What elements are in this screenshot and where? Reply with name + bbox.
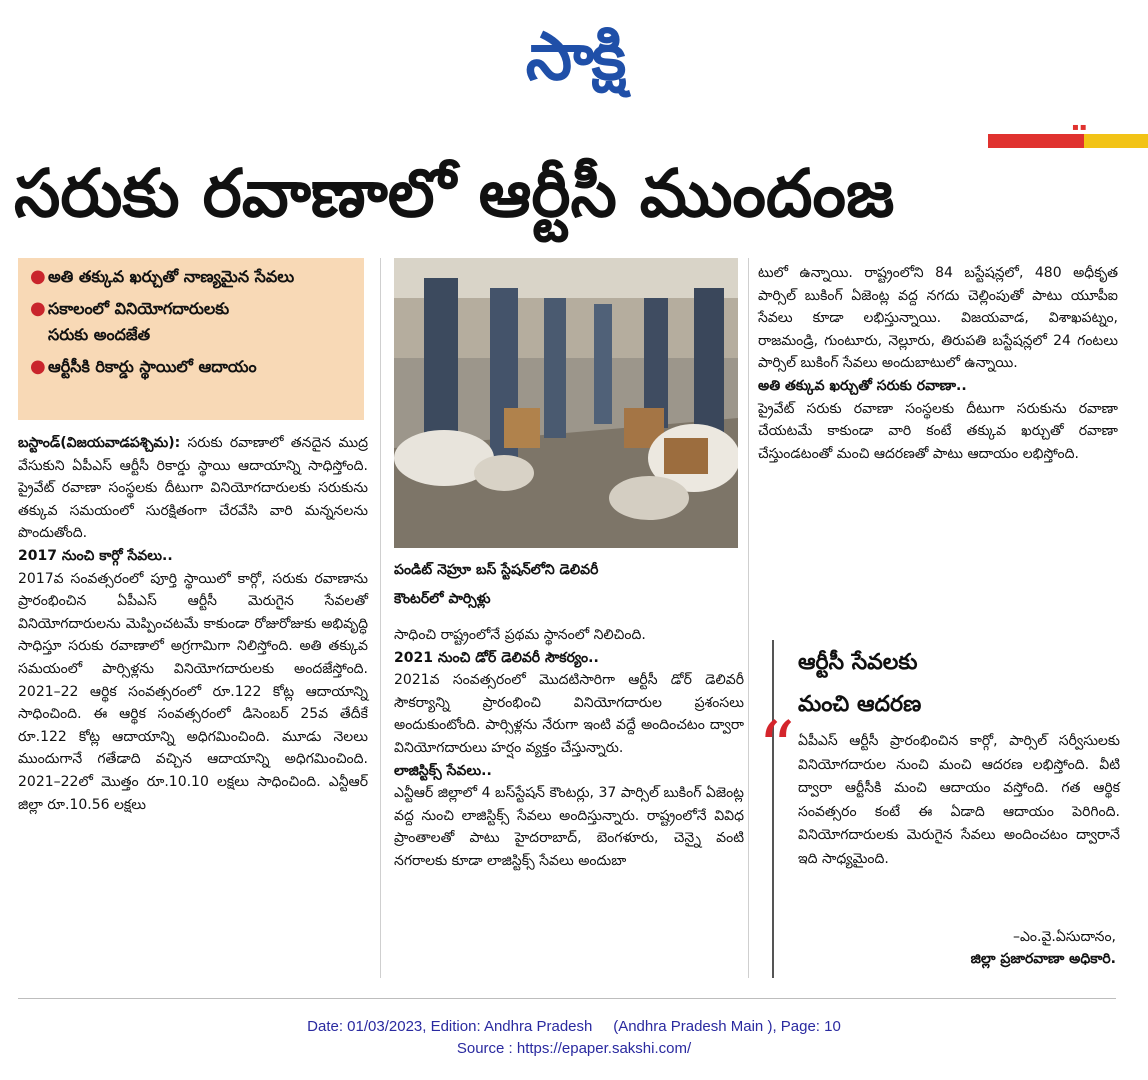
footer-divider (18, 998, 1116, 999)
section-flag-red (988, 134, 1084, 148)
quote-author-role: జిల్లా ప్రజారవాణా అధికారి. (970, 951, 1116, 967)
article-column-3 (758, 262, 1118, 465)
quote-author: –ఎం.వై.ఏసుదానం, (1012, 929, 1116, 945)
bullet-icon: ● (30, 266, 46, 287)
quote-divider (772, 640, 774, 978)
quote-body: ఏపీఎస్ ఆర్టీసీ ప్రారంభించిన కార్గో, పార్సిల్ సర్వీసులకు వినియోగదారుల నుంచి మంచి ఆదరణ లభిస్తోంది. వీటి ద్వారా ఆర్టీసీకి మంచి ఆదాయం వస్తోంది. గత ఆర్థిక సంవత్సరం కంటే ఈ ఏడాది ఆదాయం పెరిగింది. వినియోగదారులకు మెరుగైన సేవలు అందించటం ద్వారానే ఇది సాధ్యమైంది. (798, 733, 1120, 867)
quote-attribution (800, 926, 1116, 970)
subheading: 2017 నుంచి కార్గో సేవలు.. (18, 547, 173, 564)
article-paragraph: ఎన్టీఆర్ జిల్లాలో 4 బస్‌స్టేషన్ కౌంటర్లు, 37 పార్సిల్ బుకింగ్ ఏజెంట్ల వద్ద నుంచి లాజిస్టిక్స్ సేవలు అందిస్తున్నారు. రాష్ట్రంలోనే వివిధ ప్రాంతాలతో పాటు హైదరాబాద్, బెంగళూరు, చెన్నై వంటి నగరాలకు కూడా లాజిస్టిక్స్ సేవలు అందుబా (394, 785, 744, 869)
section-flag-yellow (1084, 134, 1148, 148)
subheading: అతి తక్కువ ఖర్చుతో సరుకు రవాణా.. (758, 377, 967, 394)
headline: సరుకు రవాణాలో ఆర్టీసీ ముందంజ (14, 155, 895, 232)
article-column-1 (18, 432, 368, 816)
photo-caption (394, 556, 738, 614)
source-link[interactable]: Source : https://epaper.sakshi.com/ (456, 1040, 692, 1057)
highlight-item (26, 264, 356, 290)
article-paragraph: సాధించి రాష్ట్రంలోనే ప్రథమ స్థానంలో నిలిచింది. (394, 627, 646, 643)
dateline: బస్టాండ్(విజయవాడపశ్చిమ): (18, 435, 181, 451)
highlight-item (26, 354, 356, 380)
column-divider (748, 258, 749, 978)
highlight-line: ఆర్టీసీకి రికార్డు స్థాయిలో ఆదాయం (48, 357, 257, 376)
highlight-item (26, 296, 356, 348)
highlight-line: సకాలంలో వినియోగదారులకు (48, 299, 230, 318)
bullet-icon: ● (30, 298, 46, 319)
caption-line: పండిట్ నెహ్రూ బస్ స్టేషన్‌లోని డెలివరీ (394, 562, 599, 578)
column-divider (380, 258, 381, 978)
quote-mark-icon: “ (758, 706, 795, 790)
page-footer (0, 1016, 1148, 1060)
article-paragraph: 2021వ సంవత్సరంలో మొదటిసారిగా ఆర్టీసీ డోర్ డెలివరీ సౌకర్యాన్ని ప్రారంభించి వినియోగదారుల ప్రశంసలు అందుకుంటోంది. పార్సిళ్లను నేరుగా ఇంటి వద్దే అందించటం ద్వారా వినియోగదారులు హర్షం వ్యక్తం చేస్తున్నారు. (394, 672, 744, 756)
article-intro: సరుకు రవాణాలో తనదైన ముద్ర వేసుకుని ఏపీఎస్ ఆర్టీసీ రికార్డు స్థాయి ఆదాయాన్ని సాధిస్తోంది. ప్రైవేట్ రవాణా సంస్థలకు దీటుగా వినియోగదారులకు సరుకును తక్కువ సమయంలో సురక్షితంగా చేరవేసి వారి మన్ననలను పొందుతోంది. (18, 435, 368, 542)
caption-line: కౌంటర్‌లో పార్సిళ్లు (394, 591, 491, 607)
article-column-2 (394, 624, 744, 873)
subheading: లాజిస్టిక్స్ సేవలు.. (394, 762, 492, 779)
news-photo (394, 258, 738, 548)
quote-title-line: ఆర్టీసీ సేవలకు (798, 650, 918, 675)
bullet-icon: ● (30, 356, 46, 377)
section-flag-marker: ▪▪ (1072, 122, 1088, 133)
subheading: 2021 నుంచి డోర్ డెలివరీ సౌకర్యం.. (394, 649, 599, 666)
article-paragraph: 2017వ సంవత్సరంలో పూర్తి స్థాయిలో కార్గో, సరుకు రవాణాను ప్రారంభించిన ఏపీఎస్ ఆర్టీసీ మెరుగైన సేవలతో వినియోగదారులను మెప్పించటమే కాకుండా రోజురోజుకు అభివృద్ధి సాధిస్తూ సరుకు రవాణాలో అగ్రగామిగా నిలిస్తోంది. అతి తక్కువ సమయంలో పార్సిళ్లను వినియోగదారులకు అందజేస్తోంది. 2021–22 ఆర్థిక సంవత్సరంలో రూ.122 కోట్ల ఆదాయాన్ని సాధించింది. ఈ ఆర్థిక సంవత్సరంలో డిసెంబర్ 25వ తేదీకే రూ.122 కోట్ల ఆదాయాన్ని అధిగమించింది. మూడు నెలలు ముందుగానే గతేడాది వచ్చిన ఆదాయాన్ని అధిగమించింది. 2021–22లో మొత్తం రూ.10.10 లక్షలు సాధించింది. ఎన్టీఆర్ జిల్లా రూ.10.56 లక్షలు (18, 570, 368, 813)
article-paragraph: టులో ఉన్నాయి. రాష్ట్రంలోని 84 బస్టేషన్లలో, 480 అధీకృత పార్సిల్ బుకింగ్ ఏజెంట్ల వద్ద నగదు చెల్లింపుతో పాటు యూపీఐ సేవలు కూడా లభిస్తున్నాయి. విజయవాడ, విశాఖపట్నం, రాజమండ్రి, గుంటూరు, నెల్లూరు, తిరుపతి బస్టేషన్లలో 24 గంటలు పార్సిల్ బుకింగ్ సేవలు అందుబాటులో ఉన్నాయి. (758, 265, 1118, 372)
highlights-box (18, 258, 364, 420)
highlight-line: సరుకు అందజేత (48, 325, 151, 344)
edition-info: Date: 01/03/2023, Edition: Andhra Pradesh (Andhra Pradesh Main ), Page: 10 (307, 1018, 841, 1035)
masthead-logo: సాక్షి (525, 18, 625, 95)
quote-title-line: మంచి ఆదరణ (798, 692, 922, 717)
article-paragraph: ప్రైవేట్ సరుకు రవాణా సంస్థలకు దీటుగా సరుకును రవాణా చేయటమే కాకుండా వారి కంటే తక్కువ ఖర్చుతో రవాణా చేస్తుండటంతో మంచి ఆదరణతో పాటు ఆదాయం లభిస్తోంది. (758, 400, 1118, 462)
quote-title (798, 642, 1118, 726)
highlight-line: అతి తక్కువ ఖర్చుతో నాణ్యమైన సేవలు (48, 267, 295, 286)
